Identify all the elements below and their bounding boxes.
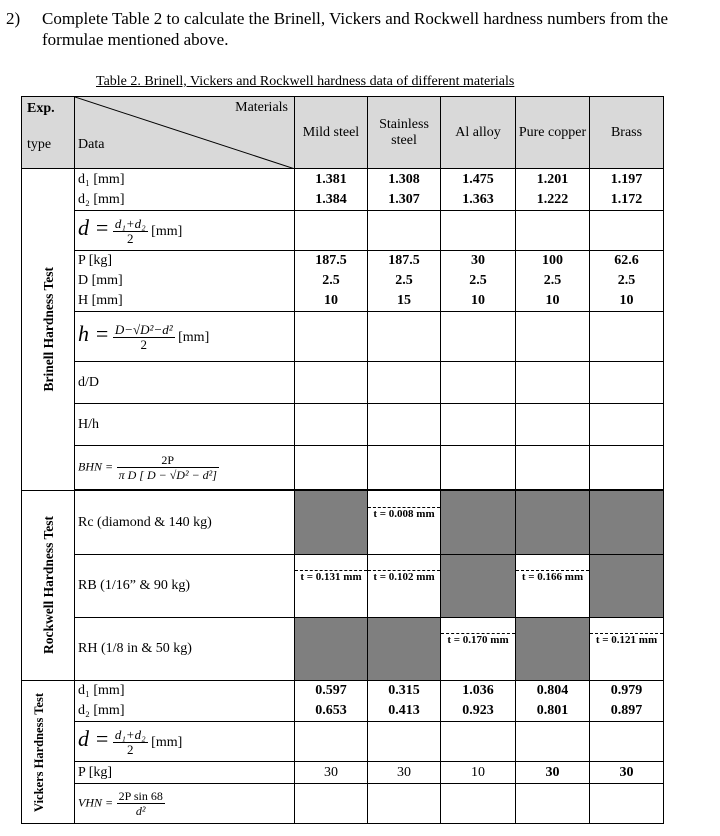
- shaded-cell: [368, 618, 441, 681]
- brinell-d-cell: [516, 169, 590, 211]
- brinell-pdh-row: [22, 251, 664, 312]
- empty-cell[interactable]: [368, 362, 441, 404]
- brinell-d2-value: 1.363: [462, 191, 494, 207]
- brinell-dD-label: d/D: [75, 362, 295, 404]
- brinell-bhn-formula: [75, 446, 295, 490]
- shaded-cell: [590, 555, 664, 618]
- brinell-pdh-cell: [590, 251, 664, 312]
- brinell-d-cell: [368, 169, 441, 211]
- formula-fraction: [113, 728, 148, 757]
- brinell-d2-value: 1.307: [388, 191, 420, 207]
- brinell-d1-value: 1.475: [462, 171, 494, 187]
- vickers-d-cell: [516, 681, 590, 722]
- question-number: 2): [6, 9, 21, 28]
- formula-unit: [mm]: [151, 223, 183, 239]
- thickness-note: t = 0.121 mm: [590, 633, 663, 647]
- col-header-pure-copper: Pure copper: [516, 97, 590, 169]
- brinell-d2-value: 1.172: [610, 191, 643, 207]
- brinell-Hh-row: [22, 404, 664, 446]
- empty-cell[interactable]: [368, 446, 441, 490]
- empty-cell[interactable]: [590, 312, 664, 362]
- brinell-H-value: 10: [619, 293, 634, 308]
- empty-cell[interactable]: [295, 211, 368, 251]
- vickers-section-label: Vickers Hardness Test: [32, 692, 46, 812]
- vickers-d2-label: d₂ [mm]: [78, 703, 125, 718]
- rockwell-note-cell: [368, 491, 441, 555]
- vickers-p-value: 30: [516, 762, 590, 784]
- brinell-D-label: D [mm]: [78, 273, 123, 288]
- empty-cell[interactable]: [295, 362, 368, 404]
- vickers-vhn-row: [22, 784, 664, 824]
- vickers-d1-value: 0.315: [388, 683, 420, 698]
- thickness-note: t = 0.102 mm: [368, 570, 440, 584]
- empty-cell[interactable]: [441, 404, 516, 446]
- brinell-d1-value: 1.308: [388, 171, 420, 187]
- brinell-d1-value: 1.201: [536, 171, 569, 187]
- vickers-d2-value: 0.801: [536, 703, 569, 718]
- vickers-d2-value: 0.897: [610, 703, 643, 718]
- brinell-p-value: 30: [471, 253, 485, 268]
- empty-cell[interactable]: [516, 312, 590, 362]
- shaded-cell: [590, 491, 664, 555]
- vickers-vhn-formula: [75, 784, 295, 824]
- materials-label: Materials: [235, 100, 288, 115]
- rockwell-rh-row: [22, 618, 664, 681]
- empty-cell[interactable]: [516, 211, 590, 251]
- shaded-cell: [295, 618, 368, 681]
- brinell-H-value: 10: [471, 293, 485, 308]
- vickers-d-row: [22, 681, 664, 722]
- thickness-note: t = 0.008 mm: [368, 507, 440, 521]
- col-header-stainless-steel: Stainless steel: [368, 97, 441, 169]
- vickers-d-formula: [75, 722, 295, 762]
- vickers-d-cell: [590, 681, 664, 722]
- brinell-D-value: 2.5: [617, 273, 636, 288]
- empty-cell[interactable]: [295, 722, 368, 762]
- brinell-D-value: 2.5: [543, 273, 562, 288]
- brinell-pdh-cell: [368, 251, 441, 312]
- empty-cell[interactable]: [441, 722, 516, 762]
- brinell-d-cell: [590, 169, 664, 211]
- empty-cell[interactable]: [590, 362, 664, 404]
- formula-numerator: D−√D²−d²: [114, 322, 173, 338]
- formula-numerator: 2P sin 68: [118, 789, 163, 803]
- brinell-H-value: 15: [397, 293, 411, 308]
- vickers-p-value: 30: [368, 762, 441, 784]
- brinell-d-formula-row: [22, 211, 664, 251]
- formula-fraction: [113, 217, 148, 246]
- vickers-d-labels: [75, 681, 295, 722]
- vickers-p-row: [22, 762, 664, 784]
- formula-denominator: 2: [127, 231, 134, 247]
- vickers-d-cell: [295, 681, 368, 722]
- vickers-p-value: 30: [295, 762, 368, 784]
- vickers-section: [22, 681, 75, 824]
- empty-cell[interactable]: [295, 446, 368, 490]
- empty-cell[interactable]: [441, 446, 516, 490]
- rockwell-rb-label: RB (1/16” & 90 kg): [75, 555, 295, 618]
- formula-denominator: 2: [140, 337, 147, 353]
- brinell-d-formula: [75, 211, 295, 251]
- brinell-pdh-cell: [441, 251, 516, 312]
- col-header-al-alloy: Al alloy: [441, 97, 516, 169]
- formula-fraction: [117, 453, 219, 482]
- brinell-h-formula-row: [22, 312, 664, 362]
- brinell-d1-value: 1.197: [610, 171, 643, 187]
- vickers-d1-value: 1.036: [462, 683, 494, 698]
- thickness-note: t = 0.170 mm: [441, 633, 515, 647]
- brinell-H-value: 10: [545, 293, 560, 308]
- vickers-p-value: 10: [441, 762, 516, 784]
- brinell-p-label: P [kg]: [78, 253, 113, 268]
- empty-cell[interactable]: [590, 446, 664, 490]
- shaded-cell: [516, 618, 590, 681]
- formula-denominator: 2: [127, 742, 134, 758]
- brinell-bhn-row: [22, 446, 664, 490]
- empty-cell[interactable]: [295, 404, 368, 446]
- vickers-d2-value: 0.923: [462, 703, 494, 718]
- col-header-brass: Brass: [590, 97, 664, 169]
- empty-cell[interactable]: [516, 722, 590, 762]
- formula-numerator: 2P: [117, 453, 219, 468]
- brinell-d2-value: 1.222: [536, 191, 569, 207]
- vickers-d2-value: 0.413: [388, 703, 420, 718]
- empty-cell[interactable]: [590, 722, 664, 762]
- rockwell-section: [22, 491, 75, 681]
- vickers-p-label: P [kg]: [75, 762, 295, 784]
- rockwell-note-cell: [590, 618, 664, 681]
- brinell-D-value: 2.5: [469, 273, 487, 288]
- empty-cell[interactable]: [368, 211, 441, 251]
- empty-cell[interactable]: [368, 404, 441, 446]
- vickers-d1-label: d₁ [mm]: [78, 683, 125, 698]
- brinell-h-formula: [75, 312, 295, 362]
- brinell-d-cell: [295, 169, 368, 211]
- brinell-p-value: 187.5: [315, 253, 347, 268]
- brinell-d2-label: d₂ [mm]: [78, 191, 125, 207]
- brinell-dD-row: [22, 362, 664, 404]
- brinell-pdh-cell: [516, 251, 590, 312]
- vickers-d2-value: 0.653: [315, 703, 347, 718]
- brinell-d1-label: d₁ [mm]: [78, 171, 125, 187]
- thickness-note: t = 0.166 mm: [516, 570, 589, 584]
- table-caption: Table 2. Brinell, Vickers and Rockwell hardness data of different materials: [96, 74, 515, 89]
- empty-cell[interactable]: [516, 404, 590, 446]
- formula-lhs: BHN =: [78, 459, 114, 474]
- empty-cell[interactable]: [590, 784, 664, 824]
- formula-lhs: VHN =: [78, 795, 114, 810]
- rockwell-rb-row: [22, 555, 664, 618]
- rockwell-note-cell: [516, 555, 590, 618]
- empty-cell[interactable]: [295, 312, 368, 362]
- brinell-d1-value: 1.381: [315, 171, 347, 187]
- brinell-section: [22, 169, 75, 491]
- vickers-p-value: 30: [590, 762, 664, 784]
- empty-cell[interactable]: [441, 312, 516, 362]
- col-header-mild-steel: Mild steel: [295, 97, 368, 169]
- formula-fraction: [117, 789, 165, 818]
- empty-cell[interactable]: [516, 784, 590, 824]
- shaded-cell: [295, 491, 368, 555]
- empty-cell[interactable]: [590, 211, 664, 251]
- vickers-d1-value: 0.979: [610, 683, 643, 698]
- empty-cell[interactable]: [441, 784, 516, 824]
- hardness-table: [21, 96, 664, 824]
- data-label: Data: [78, 137, 105, 152]
- rockwell-note-cell: [441, 618, 516, 681]
- empty-cell[interactable]: [590, 404, 664, 446]
- empty-cell[interactable]: [516, 362, 590, 404]
- rockwell-note-cell: [295, 555, 368, 618]
- brinell-pdh-cell: [295, 251, 368, 312]
- materials-data-header: [75, 97, 295, 169]
- brinell-Hh-label: H/h: [75, 404, 295, 446]
- empty-cell[interactable]: [368, 722, 441, 762]
- empty-cell[interactable]: [516, 446, 590, 490]
- empty-cell[interactable]: [441, 362, 516, 404]
- formula-denominator: π D [ D − √D² − d²]: [118, 468, 217, 482]
- brinell-d-labels: [75, 169, 295, 211]
- vickers-d-cell: [441, 681, 516, 722]
- vickers-d-formula-row: [22, 722, 664, 762]
- empty-cell[interactable]: [295, 784, 368, 824]
- brinell-p-value: 187.5: [388, 253, 420, 268]
- rockwell-rh-label: RH (1/8 in & 50 kg): [75, 618, 295, 681]
- vickers-d1-value: 0.597: [315, 683, 347, 698]
- brinell-d2-value: 1.384: [315, 191, 347, 207]
- type-label: type: [27, 137, 52, 152]
- vickers-d-cell: [368, 681, 441, 722]
- empty-cell[interactable]: [368, 784, 441, 824]
- rockwell-section-label: Rockwell Hardness Test: [40, 516, 56, 655]
- rockwell-rc-label: Rc (diamond & 140 kg): [75, 491, 295, 555]
- shaded-cell: [441, 491, 516, 555]
- exp-type-header: [22, 97, 75, 169]
- formula-unit: [mm]: [151, 734, 183, 750]
- shaded-cell: [441, 555, 516, 618]
- empty-cell[interactable]: [368, 312, 441, 362]
- question-text: Complete Table 2 to calculate the Brinell, Vickers and Rockwell hardness numbers from the formulae mentioned above.: [42, 9, 668, 49]
- shaded-cell: [516, 491, 590, 555]
- thickness-note: t = 0.131 mm: [295, 570, 367, 584]
- exp-label: Exp.: [27, 101, 55, 116]
- formula-numerator: d₁+d₂: [114, 727, 146, 743]
- formula-lhs: d =: [78, 725, 110, 751]
- header-row: [22, 97, 664, 169]
- formula-fraction: [113, 323, 175, 352]
- brinell-D-value: 2.5: [395, 273, 413, 288]
- formula-lhs: d =: [78, 214, 110, 240]
- formula-unit: [mm]: [178, 329, 210, 345]
- brinell-p-value: 62.6: [614, 253, 639, 268]
- brinell-pdh-labels: [75, 251, 295, 312]
- rockwell-note-cell: [368, 555, 441, 618]
- rockwell-rc-row: [22, 491, 664, 555]
- brinell-d-row: [22, 169, 664, 211]
- brinell-p-value: 100: [542, 253, 563, 268]
- formula-lhs: h =: [78, 320, 110, 346]
- brinell-D-value: 2.5: [322, 273, 340, 288]
- formula-denominator: d²: [135, 804, 146, 818]
- brinell-d-cell: [441, 169, 516, 211]
- brinell-H-label: H [mm]: [78, 293, 123, 308]
- brinell-H-value: 10: [324, 293, 338, 308]
- vickers-d1-value: 0.804: [536, 683, 569, 698]
- brinell-section-label: Brinell Hardness Test: [40, 267, 56, 392]
- formula-numerator: d₁+d₂: [114, 216, 146, 232]
- empty-cell[interactable]: [441, 211, 516, 251]
